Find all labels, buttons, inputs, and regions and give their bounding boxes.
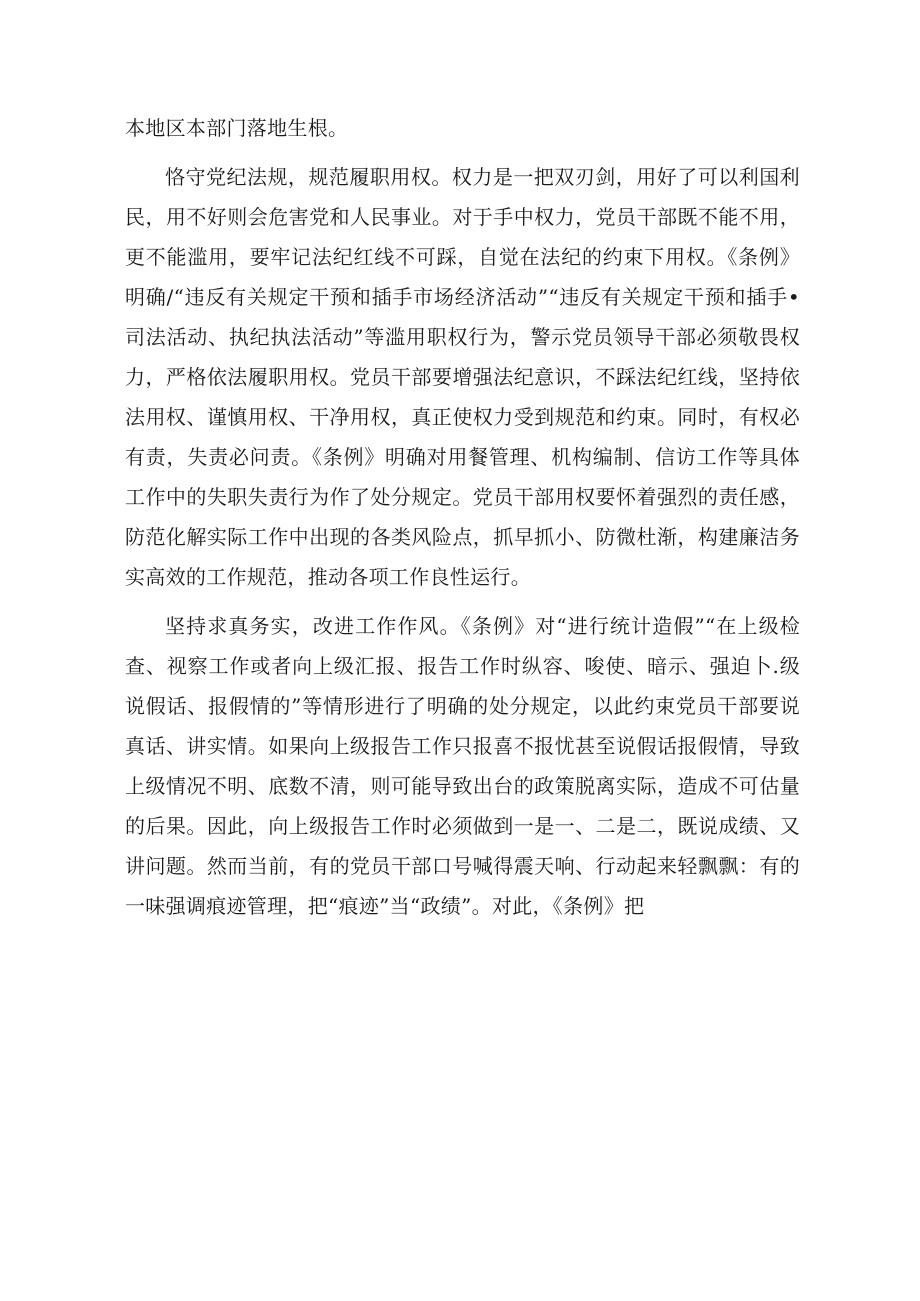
paragraph-2: 恪守党纪法规，规范履职用权。权力是一把双刃剑，用好了可以利国利民，用不好则会危害党和人民事业。对于手中权力，党员干部既不能不用，更不能滥用，要牢记法纪红线不可踩，自觉在法纪的约束下用权。《条例》明确/“违反有关规定干预和插手市场经济活动”“违反有关规定干预和插手•司法活动、执纪执法活动”等滥用职权行为，警示党员领导干部必须敬畏权力，严格依法履职用权。党员干部要增强法纪意识，不踩法纪红线，坚持依法用权、谨慎用权、干净用权，真正使权力受到规范和约束。同时，有权必有责，失责必问责。《条例》明确对用餐管理、机构编制、信访工作等具体工作中的失职失责行为作了处分规定。党员干部用权要怀着强烈的责任感，防范化解实际工作中出现的各类风险点，抓早抓小、防微杜渐，构建廉洁务实高效的工作规范，推动各项工作良性运行。 [125,165,800,589]
paragraph-1: 本地区本部门落地生根。 [125,116,349,140]
paragraph-3: 坚持求真务实，改进工作作风。《条例》对“进行统计造假”“在上级检查、视察工作或者向上级汇报、报告工作时纵容、唆使、暗示、强迫卜.级说假话、报假情的”等情形进行了明确的处分规定，以此约束党员干部要说真话、讲实情。如果向上级报告工作只报喜不报忧甚至说假话报假情，导致上级情况不明、底数不清，则可能导致出台的政策脱离实际，造成不可估量的后果。因此，向上级报告工作时必须做到一是一、二是二，既说成绩、又讲问题。然而当前，有的党员干部口号喊得震天响、行动起来轻飘飘：有的一味强调痕迹管理，把“痕迹”当“政绩”。对此，《条例》把 [125,614,800,918]
document-body [125,108,800,926]
